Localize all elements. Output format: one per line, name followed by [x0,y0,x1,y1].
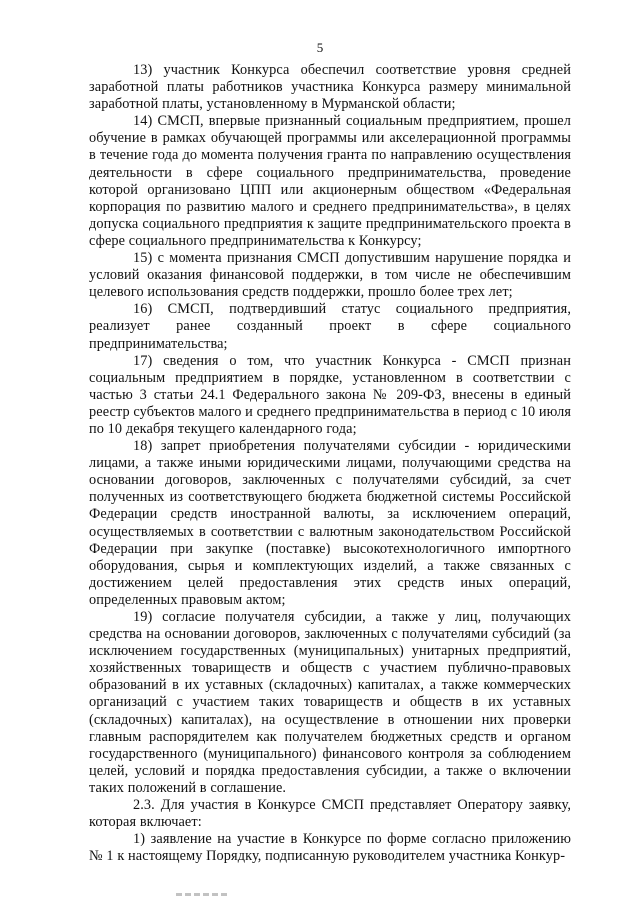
document-body [89,62,571,865]
paragraph-item-18: 18) запрет приобретения получателями субсидии - юридическими лицами, а также иными юридическими лицами, получающими средства на основании договоров, заключенных с получателями субсидий, за счет полученных из соответствующего бюджета бюджетной системы Российской Федерации средств иностранной валюты, за исключением операций, осуществляемых в соответствии с валютным законодательством Российской Федерации при закупке (поставке) высокотехнологичного импортного оборудования, сырья и комплектующих изделий, а также связанных с достижением целей предоставления этих средств иных операций, определенных правовым актом; [89,438,571,608]
paragraph-item-17: 17) сведения о том, что участник Конкурса - СМСП признан социальным предприятием в порядке, установленном в соответствии с частью 3 статьи 24.1 Федерального закона № 209-ФЗ, внесены в единый реестр субъектов малого и среднего предпринимательства в период с 10 июля по 10 декабря текущего календарного года; [89,352,571,437]
scan-artifact-mark [176,893,228,896]
paragraph-item-15: 15) с момента признания СМСП допустившим нарушение порядка и условий оказания финансовой поддержки, в том числе не обеспечившим целевого использования средств поддержки, прошло более трех лет; [89,250,571,301]
paragraph-subitem-1: 1) заявление на участие в Конкурсе по форме согласно приложению № 1 к настоящему Порядку, подписанную руководителем участника Конкур- [89,831,571,865]
paragraph-item-13: 13) участник Конкурса обеспечил соответствие уровня средней заработной платы работников участника Конкурса размеру минимальной заработной платы, установленному в Мурманской области; [89,62,571,113]
paragraph-section-2-3: 2.3. Для участия в Конкурсе СМСП представляет Оператору заявку, которая включает: [89,797,571,831]
page-number: 5 [316,40,324,55]
paragraph-item-19: 19) согласие получателя субсидии, а также у лиц, получающих средства на основании договоров, заключенных с получателями субсидий (за исключением государственных (муниципальных) унитарных предприятий, хозяйственных товариществ и обществ с участием публично-правовых образований в их уставных (складочных) капиталах, а также коммерческих организаций с участием таких товариществ и обществ в их уставных (складочных) капиталах), на осуществление в отношении них проверки главным распорядителем как получателем бюджетных средств и органом государственного (муниципального) финансового контроля за соблюдением целей, условий и порядка предоставления субсидии, а также о включении таких положений в соглашение. [89,609,571,796]
paragraph-item-14: 14) СМСП, впервые признанный социальным предприятием, прошел обучение в рамках обучающей программы или акселерационной программы в течение года до момента получения гранта по направлению осуществления деятельности в сфере социального предпринимательства, проведение которой организовано ЦПП или акционерным обществом «Федеральная корпорация по развитию малого и среднего предпринимательства», в целях допуска социального предприятия к защите предпринимательского проекта в сфере социального предпринимательства к Конкурсу; [89,113,571,249]
paragraph-item-16: 16) СМСП, подтвердивший статус социального предприятия, реализует ранее созданный проект в сфере социального предпринимательства; [89,301,571,352]
